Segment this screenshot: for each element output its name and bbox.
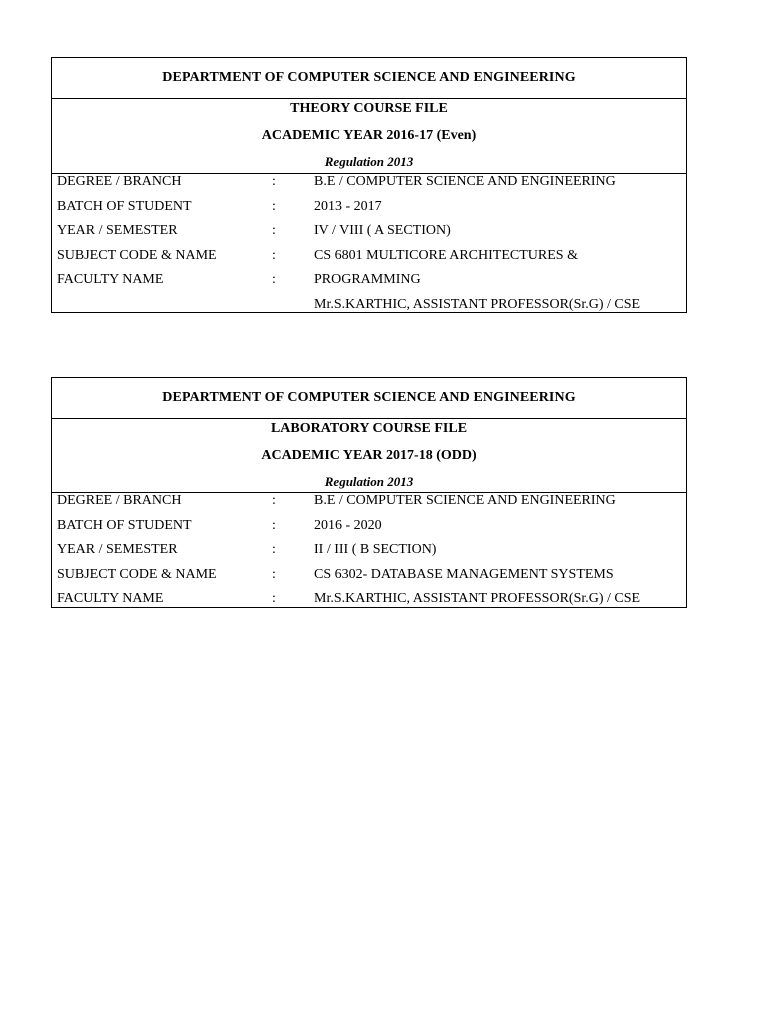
academic-year: ACADEMIC YEAR 2017-18 (ODD) <box>261 448 477 463</box>
detail-row <box>52 297 686 322</box>
detail-value: 2013 - 2017 <box>314 198 382 214</box>
detail-row <box>52 199 686 224</box>
detail-row <box>52 174 686 199</box>
detail-value: PROGRAMMING <box>314 272 421 288</box>
detail-label: FACULTY NAME <box>57 272 164 288</box>
regulation: Regulation 2013 <box>324 154 414 169</box>
course-file-title: LABORATORY COURSE FILE <box>270 421 468 436</box>
detail-label: DEGREE / BRANCH <box>57 174 182 189</box>
detail-row <box>52 567 686 592</box>
course-details <box>52 493 686 616</box>
detail-value: Mr.S.KARTHIC, ASSISTANT PROFESSOR(Sr.G) / CSE <box>314 296 641 312</box>
detail-colon: : <box>272 174 276 189</box>
department-heading: DEPARTMENT OF COMPUTER SCIENCE AND ENGINEERING <box>52 378 686 419</box>
detail-colon: : <box>272 493 276 508</box>
academic-year: ACADEMIC YEAR 2016-17 (Even) <box>261 128 477 143</box>
detail-label: FACULTY NAME <box>57 591 164 607</box>
detail-value: II / III ( B SECTION) <box>314 542 437 558</box>
detail-value: CS 6801 MULTICORE ARCHITECTURES & <box>314 247 578 263</box>
detail-row <box>52 591 686 616</box>
theory-course-file-block <box>51 57 687 313</box>
detail-colon: : <box>272 272 276 288</box>
detail-row <box>52 272 686 297</box>
detail-label: YEAR / SEMESTER <box>57 223 178 239</box>
detail-colon: : <box>272 198 276 214</box>
detail-label: DEGREE / BRANCH <box>57 493 182 508</box>
detail-label: YEAR / SEMESTER <box>57 542 178 558</box>
course-details <box>52 174 686 322</box>
detail-value: 2016 - 2020 <box>314 517 382 533</box>
detail-row <box>52 518 686 543</box>
detail-row <box>52 493 686 518</box>
detail-label: SUBJECT CODE & NAME <box>57 566 217 582</box>
detail-row <box>52 542 686 567</box>
detail-colon: : <box>272 566 276 582</box>
laboratory-course-file-block <box>51 377 687 608</box>
detail-colon: : <box>272 591 276 607</box>
detail-label: SUBJECT CODE & NAME <box>57 247 217 263</box>
detail-value: CS 6302- DATABASE MANAGEMENT SYSTEMS <box>314 566 614 582</box>
detail-label: BATCH OF STUDENT <box>57 517 192 533</box>
detail-row <box>52 223 686 248</box>
department-heading: DEPARTMENT OF COMPUTER SCIENCE AND ENGINEERING <box>52 58 686 99</box>
detail-label: BATCH OF STUDENT <box>57 198 192 214</box>
course-file-header <box>52 99 686 174</box>
course-file-title: THEORY COURSE FILE <box>290 101 448 116</box>
detail-colon: : <box>272 542 276 558</box>
regulation: Regulation 2013 <box>324 474 414 489</box>
detail-value: Mr.S.KARTHIC, ASSISTANT PROFESSOR(Sr.G) / CSE <box>314 591 641 607</box>
detail-value: B.E / COMPUTER SCIENCE AND ENGINEERING <box>314 493 616 508</box>
detail-row <box>52 248 686 273</box>
detail-colon: : <box>272 517 276 533</box>
detail-colon: : <box>272 223 276 239</box>
detail-value: B.E / COMPUTER SCIENCE AND ENGINEERING <box>314 174 616 189</box>
detail-value: IV / VIII ( A SECTION) <box>314 223 451 239</box>
course-file-header <box>52 419 686 493</box>
detail-colon: : <box>272 247 276 263</box>
